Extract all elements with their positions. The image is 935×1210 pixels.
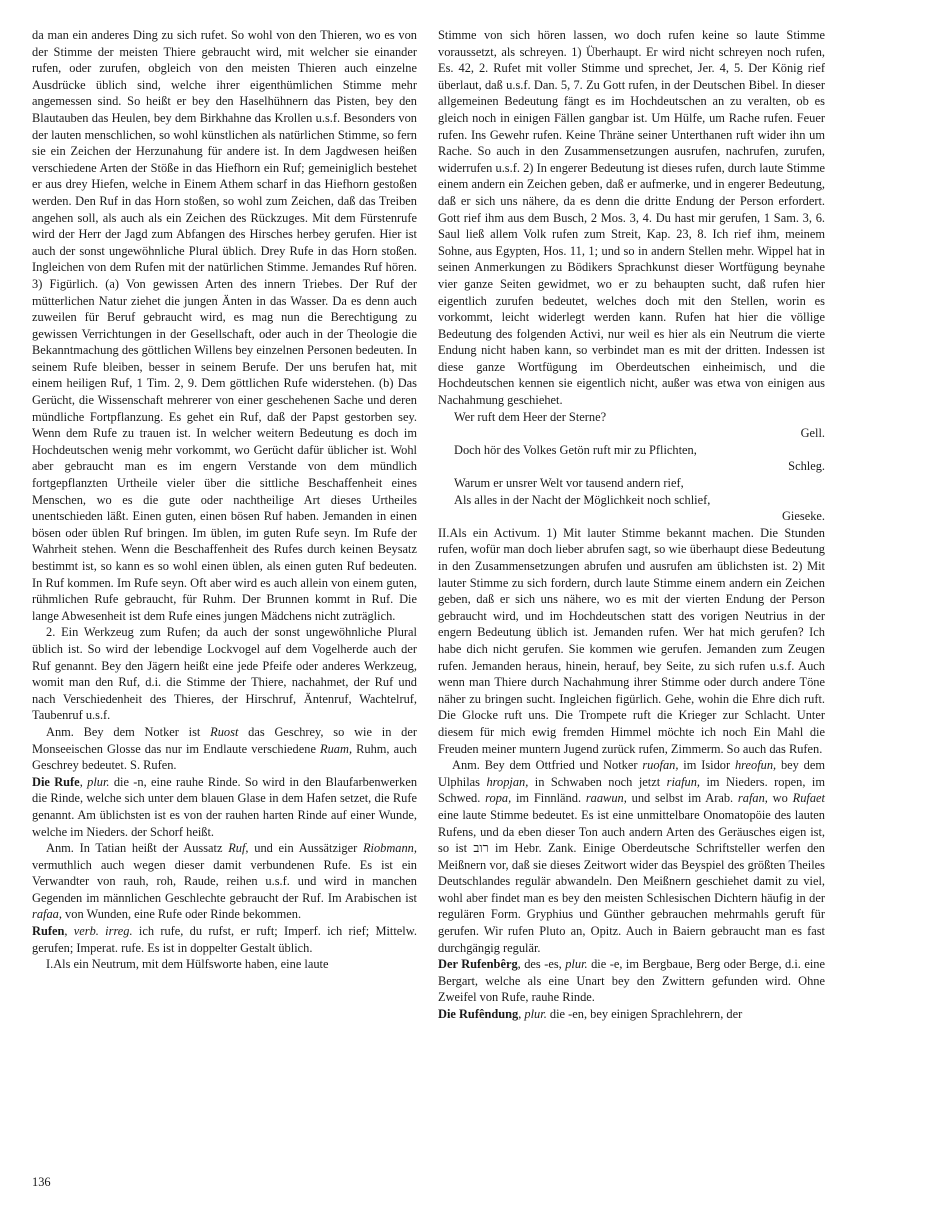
headword-rufenberg: Der Rufenbêrg [438, 957, 518, 972]
verse-attribution: Gell. [800, 426, 825, 441]
headword-rufendung: Die Rufêndung [438, 1007, 519, 1022]
page-number: 136 [32, 1175, 51, 1189]
paragraph-rufen-activum: II.Als ein Activum. 1) Mit lauter Stimme bekannt machen. Die Stunden rufen, wofür man doch lieber abrufen sagt, so wie überhaupt diese Bedeutung in den Zusammensetzungen abrufen und ausrufen am üblichsten ist. 2) Mit lauter Stimme zu sich fordern, durch laute Stimme einem andern ein Zeichen geben, daß er sich uns nähere, wo es mit der vierten Endung der Person gebraucht wird, und im Hochdeutschen statt des vorigen Neutrius in der engern Bedeutung üblich ist. Jemanden rufen. Wer hat mich gerufen? Ich habe dich nicht gerufen. Sie kommen wie gerufen. Jemanden zum Zeugen rufen. Jemanden heraus, hinein, herauf, bey Seite, zu sich rufen u.s.f. Auch wenn man Thiere durch Nachahmung ihrer Stimme oder durch andere Töne näher zu bringen sucht. Ingleichen figürlich. Gehe, wohin die Ehre dich ruft. Die Glocke ruft uns. Die Trompete ruft die Krieger zur Schlacht. Unter diesem für mich ewig fremden Himmel möchte ich noch Ein Mahl die Freuden meiner muntern Jugend zurück rufen, Zimmerm. So auch das Rufen. [438, 525, 825, 756]
verse-line: Doch hör des Volkes Getön ruft mir zu Pflichten, [454, 442, 697, 457]
entry-rufenberg: Der Rufenbêrg, des -es, plur. die -e, im Bergbaue, Berg oder Berge, d.i. eine Bergart, welche als eine Unart bey den Zwittern gefunden wird. Ohne Zweifel von Rufe, rauhe Rinde. [438, 957, 825, 1005]
verse-attribution: Gieseke. [781, 509, 825, 524]
verse-line: Warum er unsrer Welt vor tausend andern rief, [454, 476, 684, 491]
headword-rufe: Die Rufe [32, 774, 80, 789]
verse-line: Als alles in der Nacht der Möglichkeit noch schlief, [454, 492, 711, 507]
left-column [32, 27, 417, 973]
paragraph-rufen-neutrum-cont: Stimme von sich hören lassen, wo doch rufen keine so laute Stimme voraussetzt, als schreyen. 1) Überhaupt. Er wird nicht schreyen noch rufen, Es. 42, 2. Rufet mit voller Stimme und sprechet, Jer. 4, 5. Der König rief überlaut, daß u.s.f. Dan. 5, 7. Zu Gott rufen, in der Deutschen Bibel. In dieser allgemeinen Bedeutung fängt es im Hochdeutschen an zu veralten, ob es gleich noch in einigen Fällen gangbar ist. Um Hülfe, um Rache rufen. Feuer rufen. Ins Gewehr rufen. Keine Thräne seiner Unterthanen ruft wider ihn um Rache. So auch in den Zusammensetzungen ausrufen, nachrufen, zurufen, widerrufen u.s.f. 2) In engerer Bedeutung ist dieses rufen, durch laute Stimme einem andern ein Zeichen geben, daß er aufmerke, und in engerer Bedeutung, daß er sich uns nähere, da es denn die dritte Endung der Person erfordert. Gott rief ihm aus dem Busch, 2 Mos. 3, 4. Du hast mir gerufen, 1 Sam. 3, 6. Saul ließ allem Volk rufen zum Streit, Kap. 23, 8. Ich rief ihm, meinem Sohne, aus Egypten, Hos. 11, 1; und so in andern Stellen mehr. Wippel hat in seinen Anmerkungen zu Bödikers Sprachkunst dieser Wortfügung beynahe vier ganze Seiten gewidmet, wo er zu behaupten sucht, daß rufen hier eigentlich zurufen bedeutet, welches doch mit den Stellen, worin es vorkommt, leicht widerlegt werden kann. Rufen hat hier die völlige Bedeutung des folgenden Activi, nur weil es hier als ein Neutrum die vierte Endung nicht haben kann, so verbindet man es mit der dritten. Indessen ist diese ganze Wortfügung im Oberdeutschen einheimisch, und die Hochdeutschen kennen sie eigentlich nicht, außer was etwa von einigen aus Nachahmung geschiehet. [438, 28, 825, 408]
paragraph-ruf-anmerkung: Anm. Bey dem Notker ist Ruost das Geschrey, so wie in der Monseeischen Glosse das nur im Endlaute verschiedene Ruam, Ruhm, auch Geschrey bedeutet. S. Rufen. [32, 724, 417, 773]
right-column [438, 27, 825, 1023]
headword-rufen: Rufen [32, 924, 65, 939]
paragraph-ruf-meanings: da man ein anderes Ding zu sich rufet. So wohl von den Thieren, wo es von der Stimme der meisten Thiere gebraucht wird, mit welcher sie einander rufen, oder zurufen, obgleich von den meisten Thieren auch einzelne Ausdrücke üblich sind, welche ihrer eigenthümlichen Stimme mehr angemessen sind. So heißt er bey den Haselhühnern das Pisten, bey den Blautauben das Heulen, bey dem Birkhahne das Krollen u.s.f. Besonders von der lauten menschlichen, so wohl künstlichen als natürlichen Stimme, so fern sie ein Zeichen der Herzunahung für andere ist. In dem Jagdwesen heißen verschiedene Arten der Stöße in das Hiefhorn ein Ruf; gemeiniglich bestehet er aus drey Hiefen, welche in Einem Athem scharf in das Hiefhorn gestoßen werden. Den Ruf in das Horn stoßen, so wohl zum Zeichen, daß das Treiben angehen soll, als auch als ein Zeichen des Rückzuges. Mit dem Fürstenrufe wird der Herr der Jagd zum Abfangen des Hirsches herbey gerufen. Hier ist auch der sonst ungewöhnliche Plural üblich. Drey Rufe in das Horn stoßen. Ingleichen von dem Rufen mit der natürlichen Stimme. Jemandes Ruf hören. 3) Figürlich. (a) Von gewissen Arten des innern Triebes. Der Ruf der mütterlichen Natur ziehet die jungen Änten in das Wasser. Da es denn auch zuweilen für Beruf gebraucht wird, es mag nun die Berechtigung zu gewissen Verrichtungen in der Gesellschaft, oder auch in der Theologie die Bekanntmachung des göttlichen Willens bey einzelnen Personen bedeuten. In seinem Rufe bleiben, besser in seinem Berufe. Der uns berufen hat, mit einem heiligen Ruf, 1 Tim. 2, 9. Dem göttlichen Rufe widerstehen. (b) Das Gerücht, die Wissenschaft mehrerer von einer geschehenen Sache und deren mündliche Fortpflanzung. Es gehet ein Ruf, daß der Papst gestorben sey. Wenn dem Rufe zu trauen ist. In welcher weitern Bedeutung es doch im Hochdeutschen wenig mehr vorkommt, wo Gerücht dafür üblicher ist. Wohl aber gebraucht man es im engern Verstande von dem mündlich fortgepflanzten Urtheile vieler über die sittliche Beschaffenheit eines Menschen, wo es die gute oder nachtheilige Art dieses Urtheiles unentschieden läßt. Einen guten, einen bösen Ruf haben. Jemanden in einen bösen oder üblen Ruf bringen. Im üblen, im guten Rufe seyn. Im Rufe der Wahrheit stehen. Wenn die Beschaffenheit des Rufes durch keinen Beysatz bestimmt ist, so kann es so wohl einen üblen, als einen guten Ruf bedeuten. In Ruf kommen. Im Rufe seyn. Oft aber wird es auch allein von einem guten, rühmlichen Rufe gebraucht, für Ruhm. Der Brunnen kommt in Ruf. Die lange Abwesenheit ist dem Rufe eines jungen Mädchens nicht zuträglich. [32, 28, 417, 623]
verse-attribution: Schleg. [788, 459, 825, 474]
paragraph-rufen-anmerkung: Anm. Bey dem Ottfried und Notker ruofan, im Isidor hreofun, bey dem Ulphilas hropjan, in Schwaben noch jetzt riafun, im Nieders. ropen, im Schwed. ropa, im Finnländ. raawun, und selbst im Arab. rafan, wo Rufaet eine laute Stimme bedeutet. Es ist eine unmittelbare Onomatopöie des lauten Rufens, und da eben dieser Ton auch andern Arten des Geräusches eigen ist, so ist רוב im Hebr. Zank. Einige Oberdeutsche Schriftsteller werfen den Meißnern vor, daß sie dieses Zeitwort wider das Beyspiel des größten Theiles Deutschlandes regulär abwandeln. Den Meißnern geschiehet damit zu viel, wohl aber findet man es bey den meisten Schlesischen Dichtern häufig in der regulären Form. Gryphius und Günther gebrauchen mehrmahls geruft für gerufen. Wir rufen Pluto an, Opitz. Auch in Baiern gebraucht man es fast durchgängig regulär. [438, 758, 826, 955]
paragraph-rufen-neutrum: I.Als ein Neutrum, mit dem Hülfsworte haben, eine laute [46, 957, 329, 972]
entry-rufen: Rufen, verb. irreg. ich rufe, du rufst, er ruft; Imperf. ich rief; Mittelw. gerufen; Imperat. rufe. Es ist in doppelter Gestalt üblich. [32, 924, 417, 955]
entry-rufendung: Die Rufêndung, plur. die -en, bey einigen Sprachlehrern, der [438, 1007, 743, 1022]
entry-die-rufe: Die Rufe, plur. die -n, eine rauhe Rinde. So wird in den Blaufarbenwerken die Rinde, welche sich unter dem blauen Glase in dem Hafen setzet, die Rufe genannt. Am üblichsten ist es von der rauhen harten Rinde auf einer Wunde, welche im Nieders. der Schorf heißt. [32, 774, 418, 839]
paragraph-ruf-werkzeug: 2. Ein Werkzeug zum Rufen; da auch der sonst ungewöhnliche Plural üblich ist. So wird der lebendige Lockvogel auf dem Vogelherde auch der Ruf genannt. Bey den Jägern heißt eine jede Pfeife oder anderes Werkzeug, womit man den Ruf, d.i. die Stimme der Thiere, nachahmet, der Ruf und nach Verschiedenheit des Thieres, der Hirschruf, Äntenruf, Wachtelruf, Taubenruf u.s.f. [32, 625, 417, 723]
paragraph-rufe-anmerkung: Anm. In Tatian heißt der Aussatz Ruf, und ein Aussätziger Riobmann, vermuthlich auch wegen dieser damit verbundenen Rufe. Es ist ein Verwandter von rauh, roh, Raude, reihen u.s.f. und wird in manchen Gegenden im männlichen Geschlechte gebraucht der Ruf. Im Arabischen ist rafaa, von Wunden, eine Rufe oder Rinde bekommen. [32, 841, 417, 922]
verse-line: Wer ruft dem Heer der Sterne? [454, 409, 607, 424]
